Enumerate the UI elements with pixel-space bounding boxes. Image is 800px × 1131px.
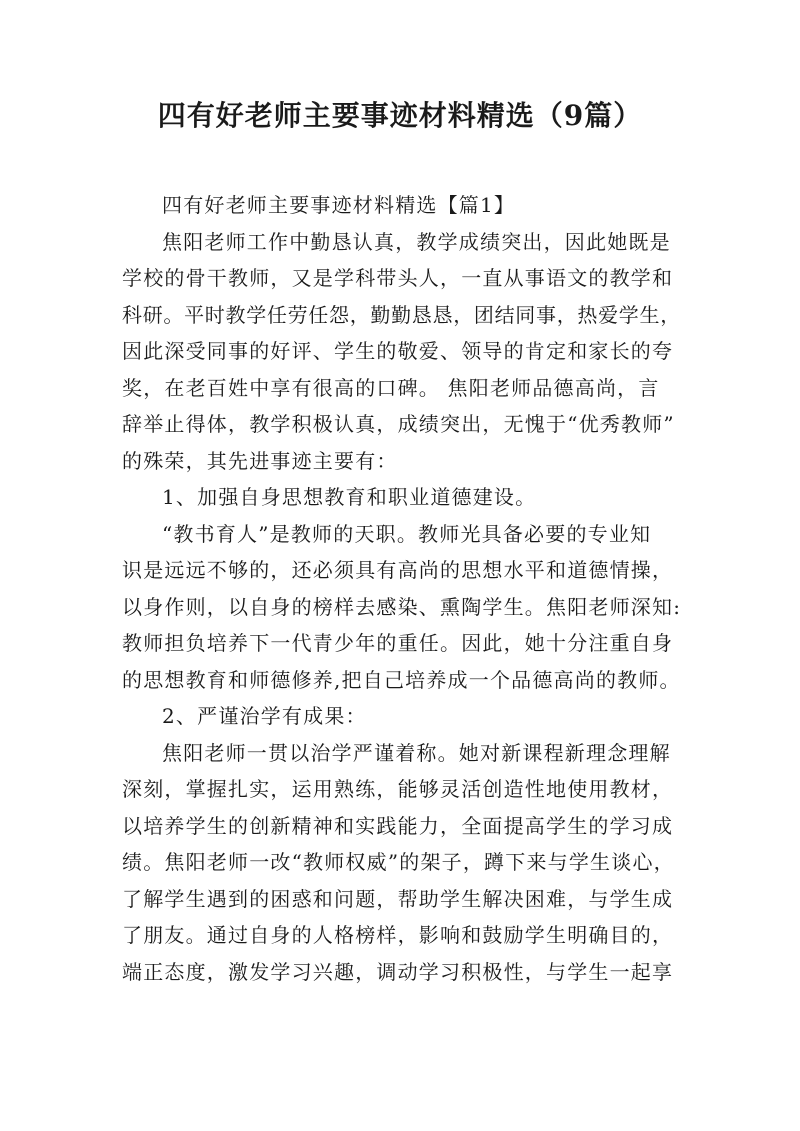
text-line	[122, 735, 682, 772]
text-line-content: 绩。焦阳老师一改“教师权威”的架子，蹲下来与学生谈心，	[122, 850, 675, 874]
text-line	[122, 516, 682, 553]
text-line	[122, 297, 682, 334]
text-line-content: 了解学生遇到的困惑和问题，帮助学生解决困难，与学生成	[122, 886, 674, 911]
text-line	[122, 881, 682, 918]
text-line	[122, 808, 682, 845]
text-line-content: 识是远远不够的，还必须具有高尚的思想水平和道德情操，	[122, 558, 674, 582]
text-line-content: 2、严谨治学有成果：	[162, 704, 367, 728]
text-line	[122, 662, 682, 699]
text-line	[122, 187, 682, 224]
text-line-content: 教师担负培养下一代青少年的重任。因此，她十分注重自身	[122, 631, 674, 655]
text-line	[122, 406, 682, 443]
text-line-content: 奖，在老百姓中享有很高的口碑。 焦阳老师品德高尚，言	[122, 375, 660, 400]
text-line-content: 科研。平时教学任劳任怨，勤勤恳恳，团结同事，热爱学生，	[122, 302, 681, 327]
document-body	[122, 187, 682, 990]
text-line-content: 焦阳老师一贯以治学严谨着称。她对新课程新理念理解	[162, 740, 671, 765]
text-line	[122, 771, 682, 808]
text-line-content: 以身作则，以自身的榜样去感染、熏陶学生。焦阳老师深知:	[122, 594, 682, 619]
text-line	[122, 552, 682, 589]
text-line	[122, 479, 682, 516]
text-line	[122, 625, 682, 662]
text-line	[122, 917, 682, 954]
text-line-content: 深刻，掌握扎实，运用熟练，能够灵活创造性地使用教材，	[122, 777, 674, 801]
document-title: 四有好老师主要事迹材料精选（9篇）	[157, 99, 643, 132]
text-line-content: 因此深受同事的好评、学生的敬爱、领导的肯定和家长的夸	[122, 339, 674, 363]
text-line-content: 焦阳老师工作中勤恳认真，教学成绩突出，因此她既是	[162, 229, 671, 254]
text-line-content: 以培养学生的创新精神和实践能力，全面提高学生的学习成	[122, 813, 674, 838]
text-line	[122, 224, 682, 261]
text-line	[122, 844, 682, 881]
text-line	[122, 589, 682, 626]
text-line	[122, 954, 682, 991]
text-line-content: 的思想教育和师德修养,把自己培养成一个品德高尚的教师。	[122, 667, 681, 692]
text-line-content: 四有好老师主要事迹材料精选【篇1】	[162, 193, 516, 217]
text-line	[122, 698, 682, 735]
text-line	[122, 333, 682, 370]
text-line-content: 端正态度，激发学习兴趣，调动学习积极性，与学生一起享	[122, 959, 674, 984]
text-line	[122, 370, 682, 407]
text-line-content: 学校的骨干教师，又是学科带头人，一直从事语文的教学和	[122, 266, 674, 290]
text-line-content: “教书育人”是教师的天职。教师光具备必要的专业知	[162, 521, 652, 546]
text-line-content: 了朋友。通过自身的人格榜样，影响和鼓励学生明确目的，	[122, 923, 674, 947]
text-line	[122, 260, 682, 297]
text-line-content: 的殊荣，其先进事迹主要有：	[122, 448, 398, 473]
text-line-content: 1、加强自身思想教育和职业道德建设。	[162, 485, 537, 509]
text-line-content: 辞举止得体，教学积极认真，成绩突出，无愧于“优秀教师”	[122, 412, 675, 436]
text-line	[122, 443, 682, 480]
